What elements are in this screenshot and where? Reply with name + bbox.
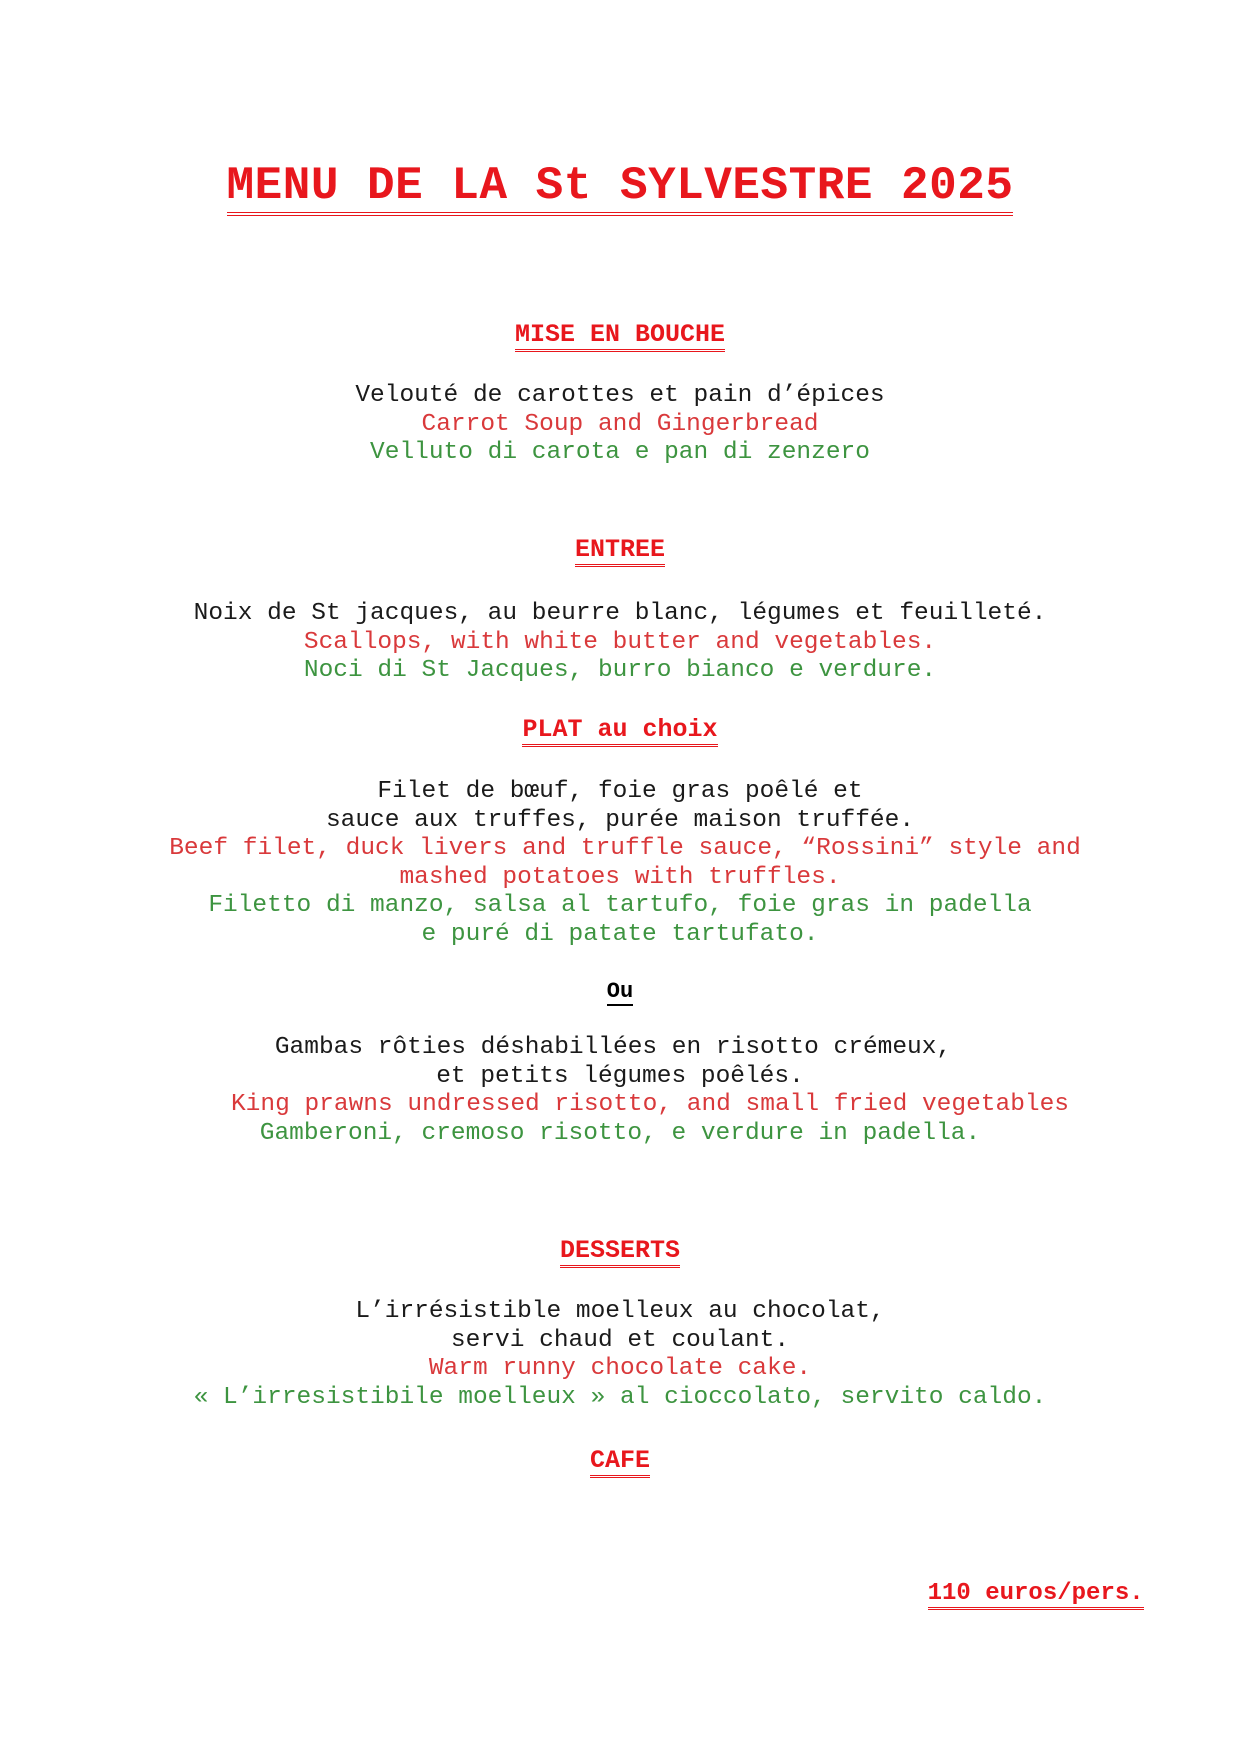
plat-heading: PLAT au choix bbox=[0, 715, 1240, 745]
desserts-en: Warm runny chocolate cake. bbox=[428, 1355, 812, 1382]
plat-option-2 bbox=[0, 1034, 1240, 1148]
menu-title: MENU DE LA St SYLVESTRE 2025 bbox=[0, 158, 1240, 214]
desserts-it: « L’irresistibile moelleux » al cioccolato, servito caldo. bbox=[193, 1383, 1047, 1411]
plat-separator-ou: Ou bbox=[606, 979, 634, 1004]
plat-option-1-fr-line-1: Filet de bœuf, foie gras poêlé et bbox=[377, 778, 863, 805]
plat-option-2-fr-line-2: et petits légumes poêlés. bbox=[436, 1062, 804, 1090]
entree-fr: Noix de St jacques, au beurre blanc, légumes et feuilleté. bbox=[193, 600, 1047, 627]
plat-option-1-fr-line-2: sauce aux truffes, purée maison truffée. bbox=[325, 806, 915, 834]
desserts-fr-line-2: servi chaud et coulant. bbox=[450, 1326, 790, 1354]
desserts-heading: DESSERTS bbox=[0, 1236, 1240, 1266]
entree-heading: ENTREE bbox=[0, 535, 1240, 565]
plat-option-2-it: Gamberoni, cremoso risotto, e verdure in padella. bbox=[259, 1119, 981, 1147]
plat-option-2-fr-line-1: Gambas rôties déshabillées en risotto crémeux, bbox=[274, 1034, 952, 1061]
plat-option-1 bbox=[0, 778, 1240, 949]
cafe-heading: CAFE bbox=[0, 1446, 1240, 1476]
plat-option-1-en-line-2: mashed potatoes with truffles. bbox=[399, 863, 841, 891]
desserts-description bbox=[0, 1298, 1240, 1412]
entree-en: Scallops, with white butter and vegetables. bbox=[303, 628, 937, 656]
plat-option-1-en-line-1: Beef filet, duck livers and truffle sauce, “Rossini” style and bbox=[169, 835, 1081, 862]
mise-en-bouche-heading: MISE EN BOUCHE bbox=[0, 320, 1240, 350]
plat-option-1-it-line-1: Filetto di manzo, salsa al tartufo, foie gras in padella bbox=[208, 892, 1032, 919]
entree-description bbox=[0, 600, 1240, 686]
mise-en-bouche-description bbox=[0, 382, 1240, 468]
plat-option-2-en: King prawns undressed risotto, and small fried vegetables bbox=[230, 1091, 1070, 1118]
entree-it: Noci di St Jacques, burro bianco e verdure. bbox=[303, 657, 937, 684]
price-per-person: 110 euros/pers. bbox=[870, 1552, 1144, 1636]
plat-option-1-it-line-2: e puré di patate tartufato. bbox=[421, 920, 819, 948]
desserts-fr-line-1: L’irrésistible moelleux au chocolat, bbox=[355, 1298, 885, 1325]
mise-en-bouche-en: Carrot Soup and Gingerbread bbox=[421, 410, 819, 438]
mise-en-bouche-fr: Velouté de carottes et pain d’épices bbox=[355, 382, 885, 409]
mise-en-bouche-it: Velluto di carota e pan di zenzero bbox=[370, 439, 870, 466]
